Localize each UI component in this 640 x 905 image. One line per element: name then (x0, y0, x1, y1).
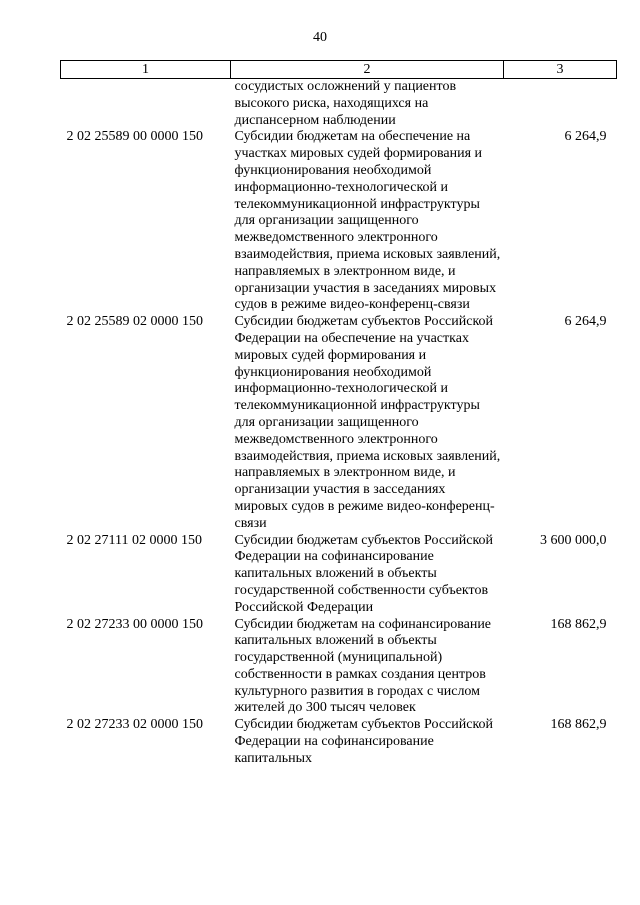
item-amount: 3 600 000,0 (540, 532, 607, 548)
budget-code: 2 02 27111 02 0000 150 (66, 532, 202, 548)
item-name: Субсидии бюджетам субъектов Российской Федерации на обеспечение на участках мировых судей формирования и функционирования необходимой информационно-технологической и телекоммуникационной инфраструктуры для организации защищенного межведомственного электронного взаимодействия, приема исковых заявлений, направляемых в электронном виде, и организации участия в засседаниях мировых судов в режиме видео-конференц-связи (234, 314, 501, 531)
header-row (61, 61, 617, 79)
table-row (61, 617, 617, 718)
table-row (61, 129, 617, 314)
table-row (61, 314, 617, 532)
item-amount: 6 264,9 (564, 129, 607, 145)
item-amount: 168 862,9 (550, 717, 607, 733)
table-row (61, 79, 617, 130)
budget-code (61, 79, 231, 130)
item-amount: 6 264,9 (564, 314, 607, 330)
budget-code: 2 02 27233 02 0000 150 (66, 717, 203, 733)
item-name: Субсидии бюджетам субъектов Российской Федерации на софинансирование капитальных вложений в объекты государственной собственности субъектов Российской Федерации (234, 532, 494, 615)
budget-code: 2 02 25589 02 0000 150 (66, 314, 203, 330)
item-name: Субсидии бюджетам субъектов Российской Федерации на софинансирование капитальных (234, 717, 494, 766)
item-amount (504, 79, 617, 130)
header-col-2: 2 (231, 61, 504, 79)
budget-code: 2 02 27233 00 0000 150 (66, 616, 203, 632)
table-header (61, 61, 617, 79)
item-amount: 168 862,9 (550, 616, 607, 632)
header-col-3: 3 (504, 61, 617, 79)
header-col-1: 1 (61, 61, 231, 79)
item-name: Субсидии бюджетам на софинансирование капитальных вложений в объекты государственной (муниципальной) собственности в рамках создания центров культурного развития в городах с числом жителей до 300 тысяч человек (234, 616, 492, 716)
budget-revenue-table (60, 60, 617, 768)
item-name: Субсидии бюджетам на обеспечение на участках мировых судей формирования и функционирования необходимой информационно-технологической и телекоммуникационной инфраструктуры для организации защищенного межведомственного электронного взаимодействия, приема исковых заявлений, направляемых в электронном виде, и организации участия в заседаниях мировых судов в режиме видео-конференц-связи (234, 129, 501, 313)
table-body (61, 79, 617, 768)
item-name: сосудистых осложнений у пациентов высокого риска, находящихся на диспансерном наблюдении (234, 79, 457, 128)
table-row (61, 717, 617, 767)
budget-code: 2 02 25589 00 0000 150 (66, 129, 203, 145)
table-row (61, 533, 617, 617)
page-number: 40 (313, 30, 327, 45)
